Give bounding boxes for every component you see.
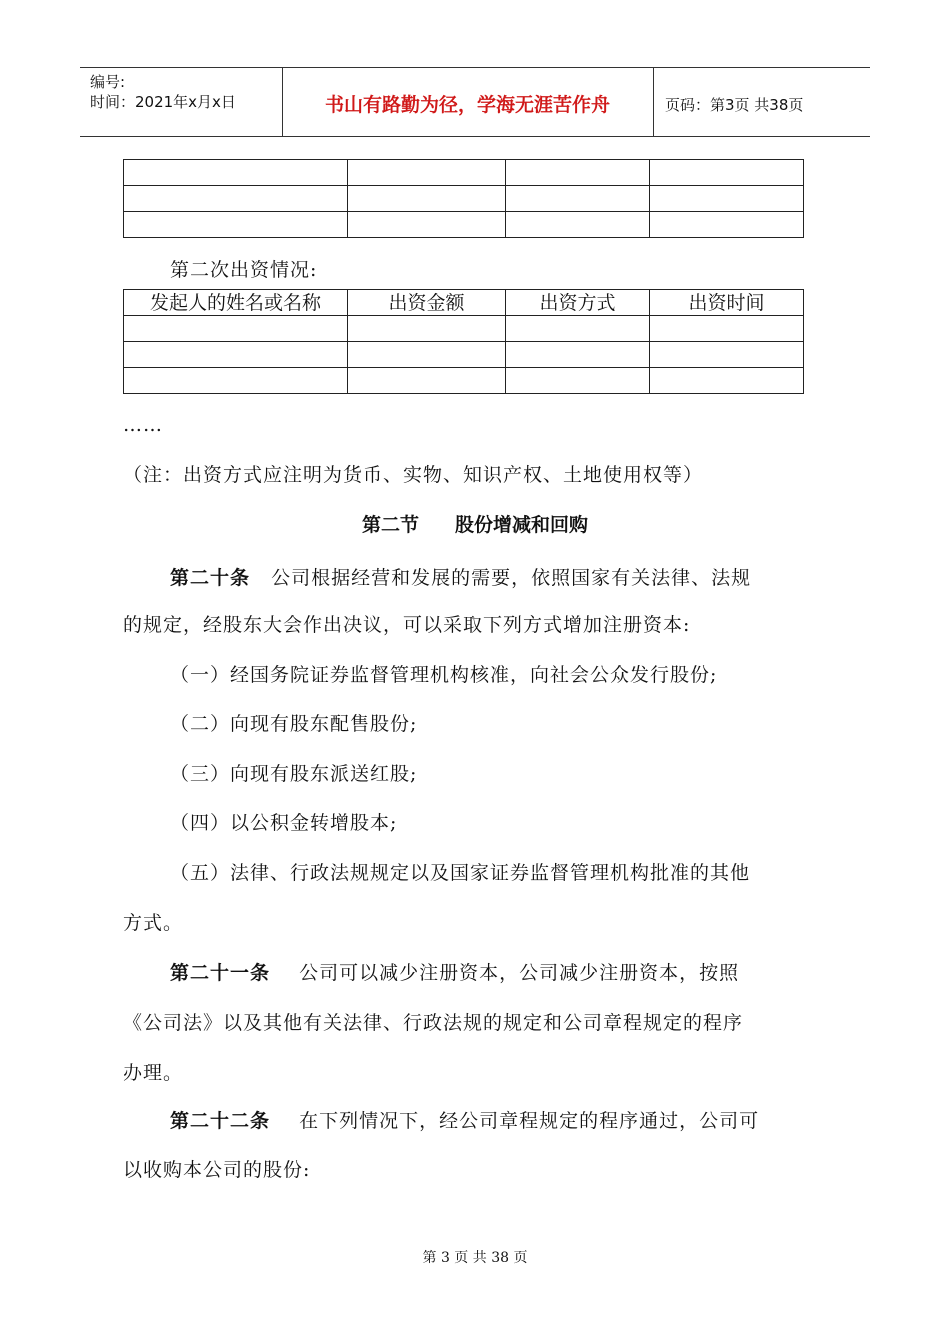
table-row: [124, 316, 804, 342]
table-header-row: [124, 290, 804, 316]
article-20-item: （二）向现有股东配售股份;: [170, 713, 418, 735]
header-meta: [90, 72, 236, 112]
article-20-text1: 公司根据经营和发展的需要，依照国家有关法律、法规: [271, 567, 752, 589]
table-cell: [348, 212, 506, 238]
header-divider-right: [653, 67, 654, 136]
column-header-amount: 出资金额: [348, 290, 506, 316]
article-20-item5-cont: 方式。: [123, 912, 184, 934]
header-bottom-rule: [80, 136, 870, 137]
header-top-rule: [80, 67, 870, 68]
table-cell: [650, 160, 804, 186]
article-22-line1: [170, 1106, 759, 1133]
article-22-line2: 以收购本公司的股份:: [123, 1159, 311, 1181]
article-20-line1: [170, 563, 751, 590]
table-cell: [348, 186, 506, 212]
article-20-item: （五）法律、行政法规规定以及国家证券监督管理机构批准的其他: [170, 862, 751, 884]
section-number: 第二节: [361, 514, 419, 536]
table-cell: [124, 316, 348, 342]
article-20-label: 第二十条: [170, 567, 251, 589]
table-row: [124, 186, 804, 212]
article-21-label: 第二十一条: [170, 962, 271, 984]
contribution-table-2: [123, 289, 804, 394]
note: （注：出资方式应注明为货币、实物、知识产权、土地使用权等）: [123, 464, 704, 486]
article-21-line2: 《公司法》以及其他有关法律、行政法规的规定和公司章程规定的程序: [123, 1012, 744, 1034]
article-20-item: （一）经国务院证券监督管理机构核准，向社会公众发行股份;: [170, 664, 718, 686]
table-row: [124, 368, 804, 394]
column-header-method: 出资方式: [506, 290, 650, 316]
table-cell: [506, 342, 650, 368]
article-20-line2: 的规定，经股东大会作出决议，可以采取下列方式增加注册资本:: [123, 614, 691, 636]
second-contribution-label: 第二次出资情况:: [170, 259, 318, 281]
table-cell: [650, 368, 804, 394]
table-cell: [124, 368, 348, 394]
table-cell: [348, 160, 506, 186]
table-row: [124, 212, 804, 238]
table-cell: [348, 342, 506, 368]
section-title: 股份增减和回购: [455, 514, 589, 536]
header-time-label: 时间：2021年x月x日: [90, 93, 236, 111]
table-row: [124, 342, 804, 368]
table-cell: [650, 186, 804, 212]
article-21-text1: 公司可以减少注册资本，公司减少注册资本，按照: [299, 962, 740, 984]
column-header-time: 出资时间: [650, 290, 804, 316]
table-cell: [650, 342, 804, 368]
table-cell: [124, 212, 348, 238]
table-cell: [348, 316, 506, 342]
table-cell: [506, 316, 650, 342]
article-22-text1: 在下列情况下，经公司章程规定的程序通过，公司可: [299, 1110, 760, 1132]
article-22-label: 第二十二条: [170, 1110, 271, 1132]
article-20-item: （三）向现有股东派送红股;: [170, 763, 418, 785]
contribution-table-1: [123, 159, 804, 238]
ellipsis: ……: [123, 414, 163, 436]
header-motto: 书山有路勤为径，学海无涯苦作舟: [324, 94, 610, 116]
column-header-founder-name: 发起人的姓名或名称: [124, 290, 348, 316]
header-number-label: 编号:: [90, 73, 126, 91]
table-cell: [124, 186, 348, 212]
page-footer: 第 3 页 共 38 页: [422, 1250, 528, 1266]
table-cell: [650, 316, 804, 342]
table-cell: [506, 368, 650, 394]
article-20-item: （四）以公积金转增股本;: [170, 812, 398, 834]
table-cell: [506, 160, 650, 186]
table-cell: [124, 342, 348, 368]
article-21-line3: 办理。: [123, 1062, 184, 1084]
header-page-info: 页码：第3页 共38页: [665, 96, 804, 114]
table-cell: [124, 160, 348, 186]
table-cell: [348, 368, 506, 394]
table-cell: [650, 212, 804, 238]
table-row: [124, 160, 804, 186]
section-heading: [0, 510, 950, 537]
table-cell: [506, 212, 650, 238]
table-cell: [506, 186, 650, 212]
article-21-line1: [170, 958, 739, 985]
